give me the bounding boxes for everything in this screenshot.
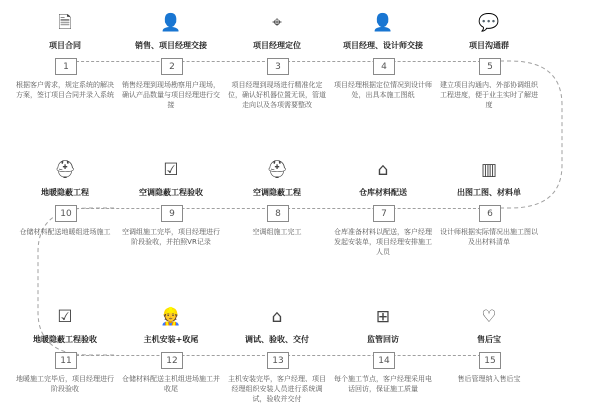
blueprint-icon: ▥ (480, 159, 498, 180)
step-title: 空调隐蔽工程验收 (139, 188, 203, 197)
target-icon: ⌖ (272, 12, 282, 33)
step-number: 9 (161, 205, 183, 222)
step-number: 2 (161, 58, 183, 75)
step-title: 项目沟通群 (469, 41, 509, 50)
step-title: 项目合同 (49, 41, 81, 50)
step-number: 7 (373, 205, 395, 222)
worker-icon: ⛑ (54, 159, 76, 180)
step-description: 设计师根据实际情况出施工图以及出材料清单 (440, 228, 538, 246)
person-sync-icon: 👤 (160, 12, 182, 33)
step-title: 主机安装+收尾 (143, 335, 199, 344)
step-description: 销售经理到现场勘察用户现场，确认产品数量与项目经理进行交接 (122, 81, 220, 109)
checklist-icon: ☑ (163, 159, 179, 180)
checklist-icon: ☑ (57, 306, 73, 327)
step-description: 仓储材料配送主机组进场施工并收尾 (122, 375, 220, 393)
step-title: 地暖隐蔽工程 (41, 188, 89, 197)
person-sync-icon: 👤 (372, 12, 394, 33)
step-description: 根据客户需求，规定系统的解决方案，签订项目合同并录入系统 (16, 81, 114, 99)
step-title: 项目经理定位 (253, 41, 301, 50)
step-description: 地暖施工完毕后，项目经理进行阶段验收 (16, 375, 114, 393)
step-number: 15 (479, 352, 501, 369)
document-icon: 🗎 (58, 12, 72, 33)
installer-icon: 👷 (160, 306, 182, 327)
chat-icon: 💬 (478, 12, 500, 33)
step-description: 主机安装完毕，客户经理、项目经理组织安装人员进行系统调试，验收并交付 (228, 375, 326, 403)
step-number: 10 (55, 205, 77, 222)
step-number: 1 (55, 58, 77, 75)
step-title: 调试、验收、交付 (245, 335, 309, 344)
step-title: 销售、项目经理交接 (135, 41, 207, 50)
step-number: 6 (479, 205, 501, 222)
step-title: 地暖隐蔽工程验收 (33, 335, 97, 344)
step-title: 空调隐蔽工程 (253, 188, 301, 197)
step-title: 仓库材料配送 (359, 188, 407, 197)
step-description: 项目经理到现场进行精准化定位，确认好机器位置无误，管道走向以及各项需要整改 (228, 81, 326, 109)
step-number: 14 (373, 352, 395, 369)
step-title: 出图工图、材料单 (457, 188, 521, 197)
step-number: 12 (161, 352, 183, 369)
worker-icon: ⛑ (266, 159, 288, 180)
step-description: 仓储材料配送地暖组进场施工 (19, 228, 111, 236)
step-number: 5 (479, 58, 501, 75)
step-description: 每个施工节点，客户经理采用电话回访，保证施工质量 (334, 375, 432, 393)
step-description: 建立项目沟通内、外部协调组织工程进度，便于业主实时了解进度 (440, 81, 538, 109)
step-description: 仓库准备材料以配送，客户经理发起安装单，项目经理安排施工人员 (334, 228, 432, 256)
home-check-icon: ⌂ (271, 306, 283, 327)
warehouse-icon: ⌂ (377, 159, 389, 180)
step-title: 项目经理、设计师交接 (343, 41, 423, 50)
step-description: 空调组施工完毕，项目经理进行阶段验收，并拍照VR记录 (122, 228, 220, 246)
step-title: 售后宝 (477, 335, 501, 344)
step-description: 项目经理根据定位情况到设计师处，出具本施工图纸 (334, 81, 432, 99)
step-description: 售后管理纳入售后宝 (457, 375, 521, 383)
step-number: 11 (55, 352, 77, 369)
supervision-icon: ⊞ (375, 306, 391, 327)
step-description: 空调组施工完工 (252, 228, 302, 236)
step-number: 8 (267, 205, 289, 222)
step-number: 13 (267, 352, 289, 369)
step-number: 3 (267, 58, 289, 75)
heart-icon: ♡ (481, 306, 497, 327)
step-number: 4 (373, 58, 395, 75)
step-title: 监管回访 (367, 335, 399, 344)
